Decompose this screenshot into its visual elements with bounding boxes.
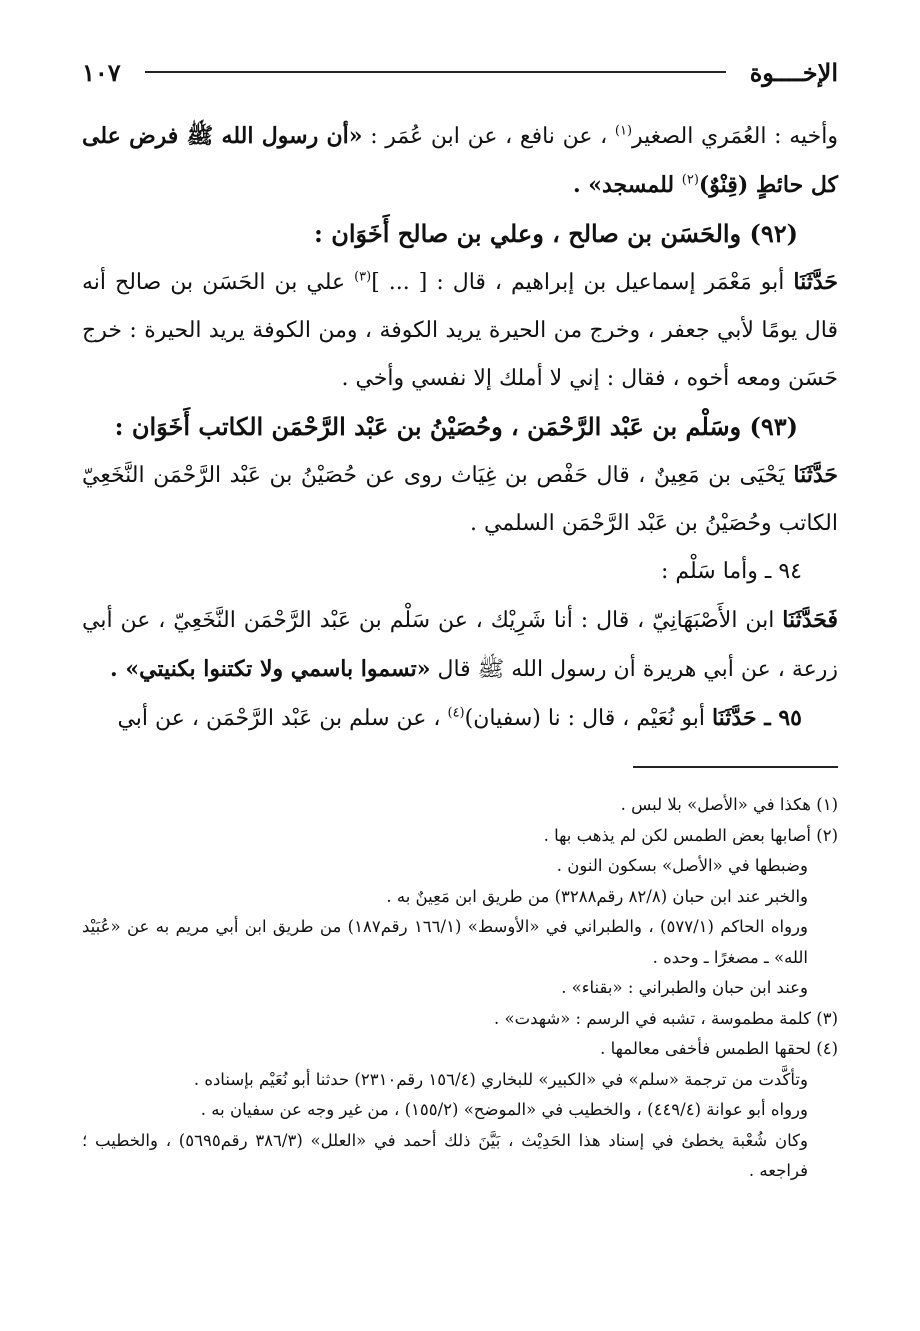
- narration-lead: فَحَدَّثَنَا: [782, 607, 838, 633]
- running-head: [82, 52, 838, 92]
- header-rule: [145, 71, 726, 73]
- text: يَحْيَى بن مَعِينٌ ، قال حَفْص بن غِيَاث روى عن حُصَيْنُ بن عَبْد الرَّحْمَن النَّخَعِيّ الكاتب وحُصَيْنُ بن عَبْد الرَّحْمَن السلمي .: [82, 463, 838, 536]
- page-number: ١٠٧: [82, 57, 121, 87]
- footnote-marker: (٤): [447, 705, 465, 721]
- text: علي بن الحَسَن بن صالح أنه قال يومًا لأبي جعفر ، وخرج من الحيرة يريد الكوفة ، ومن الكوفة يريد الحيرة : خرج حَسَن ومعه أخوه ، فقال : إني لا أملك إلا نفسي وأخي .: [82, 270, 838, 391]
- text: ، عن سلم بن عَبْد الرَّحْمَن ، عن أبي: [117, 706, 448, 731]
- footnote-marker: (١): [614, 123, 633, 139]
- narration-lead: حَدَّثَنَا: [793, 462, 838, 488]
- footnote-2-note: ورواه الحاكم (٥٧٧/١) ، والطبراني في «الأوسط» (١٦٦/١ رقم١٨٧) من طريق ابن أبي مريم به عن «عُبَيْد الله» ـ مصغرًا ـ وحده .: [82, 917, 808, 967]
- section-heading-93: (٩٣) وسَلْم بن عَبْد الرَّحْمَن ، وحُصَيْنُ بن عَبْد الرَّحْمَن الكاتب أَخَوَان :: [114, 412, 798, 441]
- paragraph-94: ٩٤ ـ وأما سَلْم :: [660, 559, 802, 584]
- paragraph-4: [82, 596, 838, 694]
- footnote-4: (٤) لحقها الطمس فأخفى معالمها .: [600, 1039, 838, 1058]
- footnote-1: (١) هكذا في «الأصل» بلا لبس .: [620, 795, 838, 814]
- text: وأخيه : العُمَري الصغير: [632, 124, 838, 149]
- paragraph-2: [82, 258, 838, 403]
- section-heading-92: (٩٢) والحَسَن بن صالح ، وعلي بن صالح أَخَوَان :: [314, 219, 798, 248]
- footnotes: [82, 790, 838, 1187]
- hadith-quote: «تسموا باسمي ولا تكتنوا بكنيتي» .: [110, 656, 431, 682]
- running-title: الإخــــوة: [749, 57, 838, 87]
- paragraph-3: [82, 451, 838, 548]
- footnote-2-note: وعند ابن حبان والطبراني : «بقناء» .: [561, 978, 808, 997]
- footnote-4-note: وكان شُعْبة يخطئ في إسناد هذا الحَدِيْث ، بَيَّنَ ذلك أحمد في «العلل» (٣٨٦/٣ رقم٥٦٩٥) ، والخطيب ؛ فراجعه .: [82, 1130, 808, 1180]
- text: أبو نُعَيْم ، قال : نا (سفيان): [464, 706, 712, 731]
- footnote-2-note: وضبطها في «الأصل» بسكون النون .: [556, 856, 808, 875]
- paragraph-1: [82, 112, 838, 210]
- text: ابن الأَصْبَهَانِيّ ، قال : أنا شَرِيْك ، عن سَلْم بن عَبْد الرَّحْمَن النَّخَعِيّ ، عن أبي زرعة ، عن أبي هريرة أن رسول الله ﷺ قال: [82, 608, 838, 682]
- main-text: [82, 112, 838, 743]
- footnote-marker: (٢): [681, 172, 699, 188]
- footnote-4-note: وتأكَّدت من ترجمة «سلم» في «الكبير» للبخاري (١٥٦/٤ رقم٢٣١٠) حدثنا أبو نُعَيْم بإسناده .: [193, 1069, 808, 1089]
- text: أبو مَعْمَر إسماعيل بن إبراهيم ، قال : [ ... ]: [371, 270, 794, 295]
- footnote-4-note: ورواه أبو عوانة (٤٤٩/٤) ، والخطيب في «الموضح» (١٥٥/٢) ، من غير وجه عن سفيان به .: [200, 1100, 808, 1119]
- paragraph-95: [82, 694, 838, 743]
- footnote-2-note: والخبر عند ابن حبان (٨٢/٨ رقم٣٢٨٨) من طريق ابن مَعِينٌ به .: [386, 886, 808, 906]
- narration-lead: حَدَّثَنَا: [793, 269, 839, 295]
- footnote-rule: [633, 766, 838, 768]
- text: ، عن نافع ، عن ابن عُمَر :: [362, 124, 615, 149]
- footnote-2: (٢) أصابها بعض الطمس لكن لم يذهب بها .: [543, 825, 838, 845]
- hadith-quote: «أن رسول الله ﷺ فرض على كل حائطٍ (قِنْوٌ): [82, 123, 838, 198]
- hadith-quote-end: للمسجد» .: [572, 172, 682, 198]
- footnote-3: (٣) كلمة مطموسة ، تشبه في الرسم : «شهدت» .: [493, 1008, 838, 1028]
- narration-lead: ٩٥ ـ حَدَّثَنَا: [711, 705, 802, 731]
- footnote-marker: (٣): [354, 269, 372, 285]
